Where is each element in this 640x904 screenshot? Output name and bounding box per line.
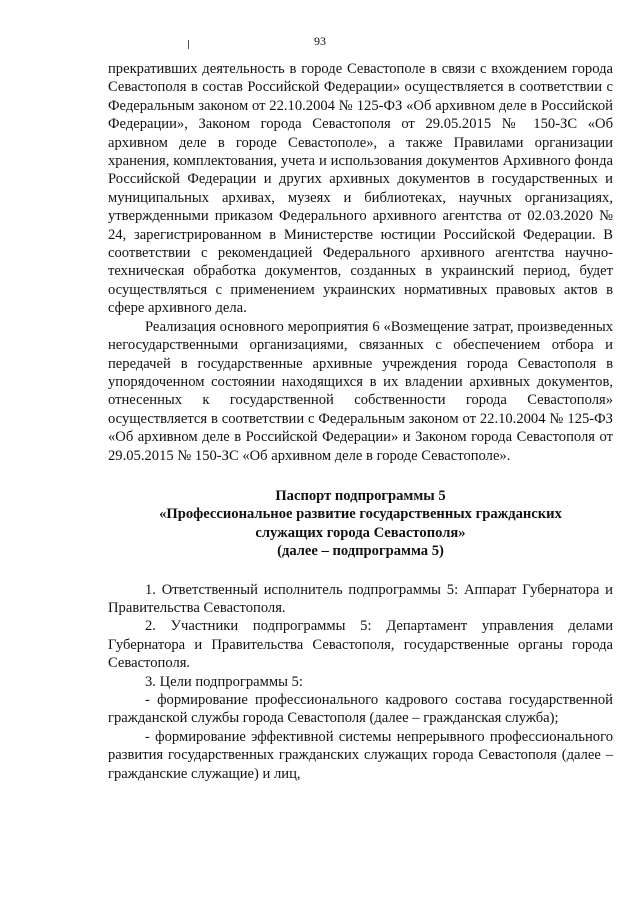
paragraph-archive-regulation: прекративших деятельность в городе Севастополе в связи с вхождением города Севастополя в состав Российской Федерации» осуществляется в соответствии с Федеральным законом от 22.10.2004 № 125-ФЗ «Об архивном деле в Российской Федерации», Законом города Севастополя от 29.05.2015 № 150-ЗС «Об архивном деле в городе Севастополе», а также Правилами организации хранения, комплектования, учета и использования документов Архивного фонда Российской Федерации и других архивных документов в государственных и муниципальных архивах, музеях и библиотеках, научных организациях, утвержденными приказом Федерального архивного агентства от 02.03.2020 № 24, зарегистрированном в Министерстве юстиции Российской Федерации. В соответствии с рекомендацией Федерального архивного агентства научно-техническая обработка документов, созданных в украинский период, будет осуществляться с применением украинских нормативных правовых актов в сфере архивного дела. [108, 61, 613, 317]
heading-line-1: Паспорт подпрограммы 5 [275, 487, 446, 504]
paragraph-main-measure-6: Реализация основного мероприятия 6 «Возмещение затрат, произведенных негосударственными организациями, связанных с обеспечением отбора и передачей в государственные архивные учреждения города Севастополя в упорядоченном состоянии находящихся в их владении архивных документов, отнесенных к государственной собственности города Севастополя» осуществляется в соответствии с Федеральным законом от 22.10.2004 № 125-ФЗ «Об архивном деле в Российской Федерации» и Законом города Севастополя от 29.05.2015 № 150-ЗС «Об архивном деле в городе Севастополе». [108, 318, 613, 464]
page-number: 93 [314, 34, 326, 48]
goal-item-personnel-formation: - формирование профессионального кадрового состава государственной гражданской службы города Севастополя (далее – гражданская служба); [108, 692, 613, 727]
list-item-goals: 3. Цели подпрограммы 5: [145, 673, 303, 690]
section-spacer [108, 561, 613, 581]
list-item-responsible-executor: 1. Ответственный исполнитель подпрограммы 5: Аппарат Губернатора и Правительства Севастополя. [108, 581, 613, 616]
list-item-participants: 2. Участники подпрограммы 5: Департамент управления делами Губернатора и Правительства Севастополя, государственные органы города Севастополя. [108, 618, 613, 672]
heading-line-3: служащих города Севастополя» [255, 524, 466, 541]
heading-line-4: (далее – подпрограмма 5) [277, 543, 444, 560]
scan-artifact-mark [188, 40, 189, 49]
heading-line-2: «Профессиональное развитие государственных гражданских [159, 506, 562, 523]
document-body [108, 60, 613, 783]
goal-item-professional-development: - формирование эффективной системы непрерывного профессионального развития государственных гражданских служащих города Севастополя (далее – гражданские служащие) и лиц, [108, 728, 613, 782]
subprogram-5-passport-heading [108, 487, 613, 561]
